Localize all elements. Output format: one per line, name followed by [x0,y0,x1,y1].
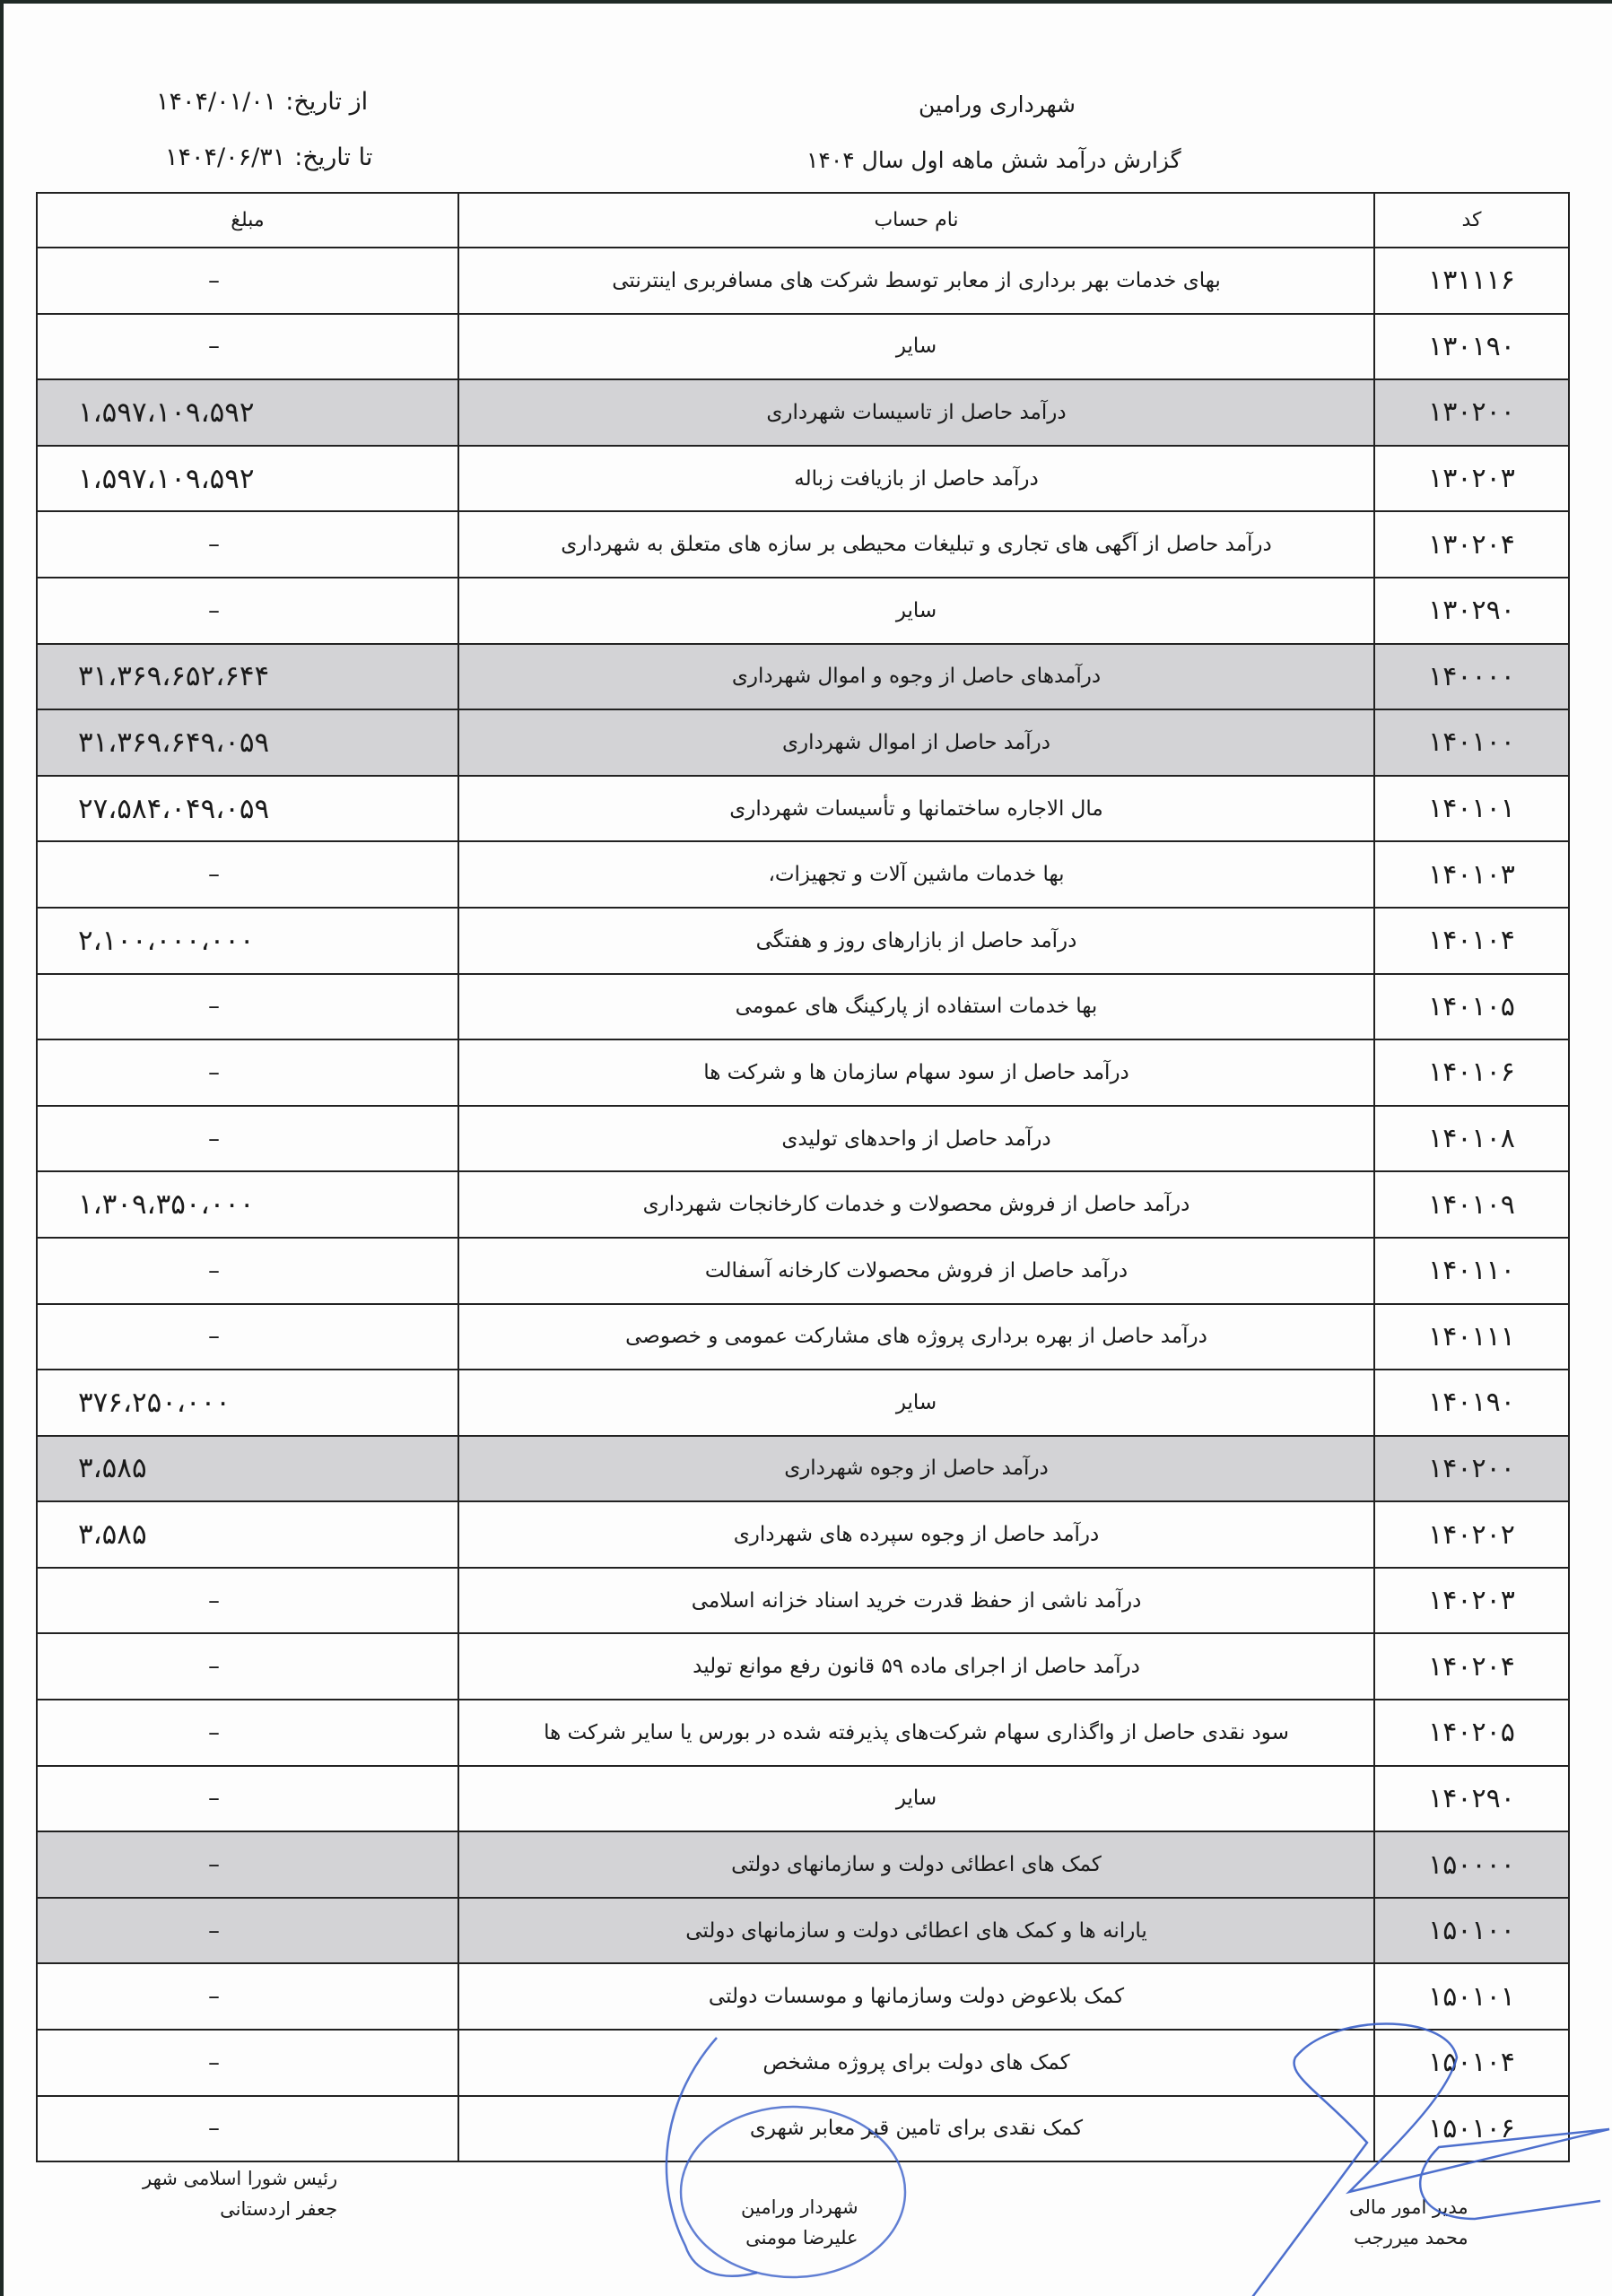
cell-code: ۱۵۰۱۰۶ [1374,2096,1569,2162]
cell-code: ۱۳۰۱۹۰ [1374,314,1569,380]
cell-account-name: یارانه ها و کمک های اعطائی دولت و سازمانهای دولتی [458,1898,1374,1964]
cell-amount: – [37,1898,458,1964]
income-report-table [36,192,1570,2162]
cell-amount: – [37,1106,458,1172]
report-title: گزارش درآمد شش ماهه اول سال ۱۴۰۴ [806,147,1181,173]
cell-account-name: سایر [458,1370,1374,1436]
cell-code: ۱۴۰۱۱۱ [1374,1304,1569,1370]
cell-amount: – [37,1633,458,1700]
cell-amount: – [37,314,458,380]
cell-account-name: درآمد حاصل از بهره برداری پروژه های مشارکت عمومی و خصوصی [458,1304,1374,1370]
date-to [165,144,372,171]
cell-code: ۱۳۰۲۰۰ [1374,379,1569,446]
table-row [37,776,1569,842]
cell-code: ۱۴۰۱۰۰ [1374,709,1569,776]
cell-account-name: درآمد حاصل از وجوه سپرده های شهرداری [458,1501,1374,1568]
table-row [37,1766,1569,1832]
table-row [37,908,1569,974]
signature-council-title: رئیس شورا اسلامی شهر [143,2168,338,2189]
cell-account-name: درآمد حاصل از وجوه شهرداری [458,1436,1374,1502]
cell-account-name: سایر [458,314,1374,380]
cell-amount: – [37,841,458,908]
cell-amount: ۲۷،۵۸۴،۰۴۹،۰۵۹ [37,776,458,842]
cell-account-name: بها خدمات استفاده از پارکینگ های عمومی [458,974,1374,1040]
table-row-subtotal [37,1436,1569,1502]
cell-amount: ۲،۱۰۰،۰۰۰،۰۰۰ [37,908,458,974]
cell-account-name: درآمد حاصل از اموال شهرداری [458,709,1374,776]
cell-account-name: درآمد حاصل از بازیافت زباله [458,446,1374,512]
cell-code: ۱۴۰۲۰۲ [1374,1501,1569,1568]
cell-code: ۱۴۰۱۹۰ [1374,1370,1569,1436]
signature-finance-title: مدیر امور مالی [1349,2196,1468,2218]
cell-account-name: سایر [458,1766,1374,1832]
cell-account-name: کمک نقدی برای تامین قیر معابر شهری [458,2096,1374,2162]
table-row [37,511,1569,578]
cell-amount: ۳،۵۸۵ [37,1436,458,1502]
cell-code: ۱۴۰۲۹۰ [1374,1766,1569,1832]
table-row [37,1106,1569,1172]
cell-account-name: درآمد ناشی از حفظ قدرت خرید اسناد خزانه اسلامی [458,1568,1374,1634]
table-body [37,248,1569,2161]
signature-mayor-name: علیرضا مومنی [745,2227,858,2248]
cell-amount: – [37,248,458,314]
table-row [37,841,1569,908]
cell-amount: – [37,1963,458,2030]
cell-code: ۱۴۰۱۰۱ [1374,776,1569,842]
cell-account-name: درآمد حاصل از آگهی های تجاری و تبلیغات محیطی بر سازه های متعلق به شهرداری [458,511,1374,578]
cell-amount: – [37,2030,458,2096]
table-row [37,446,1569,512]
table-row [37,578,1569,644]
cell-amount: – [37,2096,458,2162]
cell-code: ۱۵۰۰۰۰ [1374,1831,1569,1898]
column-header-amount: مبلغ [37,193,458,248]
cell-code: ۱۳۱۱۱۶ [1374,248,1569,314]
signature-finance-name: محمد میررجب [1354,2227,1468,2248]
cell-amount: – [37,511,458,578]
table-row [37,1568,1569,1634]
date-from-value: ۱۴۰۴/۰۱/۰۱ [156,88,277,116]
cell-code: ۱۵۰۱۰۱ [1374,1963,1569,2030]
cell-code: ۱۴۰۱۱۰ [1374,1238,1569,1304]
column-header-account-name: نام حساب [458,193,1374,248]
table-row [37,1370,1569,1436]
cell-amount: – [37,1766,458,1832]
cell-code: ۱۴۰۱۰۳ [1374,841,1569,908]
cell-account-name: درآمد حاصل از واحدهای تولیدی [458,1106,1374,1172]
cell-code: ۱۳۰۲۰۳ [1374,446,1569,512]
cell-account-name: درآمد حاصل از فروش محصولات و خدمات کارخانجات شهرداری [458,1171,1374,1238]
cell-amount: ۳،۵۸۵ [37,1501,458,1568]
cell-amount: ۳۱،۳۶۹،۶۵۲،۶۴۴ [37,644,458,710]
cell-code: ۱۴۰۱۰۵ [1374,974,1569,1040]
cell-code: ۱۴۰۱۰۶ [1374,1039,1569,1106]
cell-account-name: مال الاجاره ساختمانها و تأسیسات شهرداری [458,776,1374,842]
cell-account-name: درآمد حاصل از تاسیسات شهرداری [458,379,1374,446]
cell-account-name: بها خدمات ماشین آلات و تجهیزات، [458,841,1374,908]
date-to-value: ۱۴۰۴/۰۶/۳۱ [165,144,286,171]
cell-account-name: درآمد حاصل از اجرای ماده ۵۹ قانون رفع موانع تولید [458,1633,1374,1700]
table-row-subtotal [37,644,1569,710]
signature-council-name: جعفر اردستانی [220,2198,338,2220]
cell-amount: – [37,1039,458,1106]
table-row-subtotal [37,379,1569,446]
table-row [37,2096,1569,2162]
cell-account-name: سایر [458,578,1374,644]
cell-code: ۱۵۰۱۰۴ [1374,2030,1569,2096]
cell-code: ۱۴۰۰۰۰ [1374,644,1569,710]
table-row [37,1700,1569,1766]
cell-account-name: درآمد حاصل از سود سهام سازمان ها و شرکت ها [458,1039,1374,1106]
cell-amount: – [37,1700,458,1766]
date-from [156,88,368,116]
cell-amount: – [37,1238,458,1304]
cell-amount: – [37,578,458,644]
table-row [37,248,1569,314]
date-from-label: از تاریخ: [285,88,369,116]
cell-account-name: درآمد حاصل از فروش محصولات کارخانه آسفالت [458,1238,1374,1304]
cell-account-name: سود نقدی حاصل از واگذاری سهام شرکت‌های پذیرفته شده در بورس یا سایر شرکت ها [458,1700,1374,1766]
cell-code: ۱۴۰۲۰۴ [1374,1633,1569,1700]
organization-name: شهرداری ورامین [919,91,1076,117]
column-header-code: کد [1374,193,1569,248]
cell-code: ۱۴۰۱۰۹ [1374,1171,1569,1238]
cell-account-name: کمک های دولت برای پروژه مشخص [458,2030,1374,2096]
cell-amount: ۱،۳۰۹،۳۵۰،۰۰۰ [37,1171,458,1238]
cell-amount: – [37,1831,458,1898]
cell-amount: – [37,974,458,1040]
cell-code: ۱۴۰۱۰۸ [1374,1106,1569,1172]
table-row [37,1304,1569,1370]
cell-code: ۱۴۰۲۰۳ [1374,1568,1569,1634]
table-row-subtotal [37,709,1569,776]
signature-mayor [741,2192,858,2253]
signature-council [143,2163,337,2224]
cell-amount: ۳۱،۳۶۹،۶۴۹،۰۵۹ [37,709,458,776]
document-page [4,4,1612,2296]
cell-code: ۱۴۰۲۰۰ [1374,1436,1569,1502]
table-row [37,1238,1569,1304]
cell-amount: ۱،۵۹۷،۱۰۹،۵۹۲ [37,379,458,446]
cell-code: ۱۴۰۱۰۴ [1374,908,1569,974]
cell-code: ۱۴۰۲۰۵ [1374,1700,1569,1766]
table-row-subtotal [37,1831,1569,1898]
cell-account-name: درآمد حاصل از بازارهای روز و هفتگی [458,908,1374,974]
table-row [37,314,1569,380]
cell-code: ۱۳۰۲۰۴ [1374,511,1569,578]
table-row [37,2030,1569,2096]
table-row [37,1039,1569,1106]
cell-amount: ۳۷۶،۲۵۰،۰۰۰ [37,1370,458,1436]
table-row [37,1501,1569,1568]
table-row [37,974,1569,1040]
date-to-label: تا تاریخ: [294,144,373,171]
table-header-row [37,193,1569,248]
table-row [37,1963,1569,2030]
cell-amount: ۱،۵۹۷،۱۰۹،۵۹۲ [37,446,458,512]
cell-account-name: کمک بلاعوض دولت وسازمانها و موسسات دولتی [458,1963,1374,2030]
table-row [37,1171,1569,1238]
table-row [37,1633,1569,1700]
cell-code: ۱۳۰۲۹۰ [1374,578,1569,644]
cell-account-name: بهای خدمات بهر برداری از معابر توسط شرکت های مسافربری اینترنتی [458,248,1374,314]
signature-finance [1349,2192,1468,2253]
cell-account-name: درآمدهای حاصل از وجوه و اموال شهرداری [458,644,1374,710]
signature-mayor-title: شهردار ورامین [741,2196,858,2218]
table-row-subtotal [37,1898,1569,1964]
cell-amount: – [37,1568,458,1634]
cell-account-name: کمک های اعطائی دولت و سازمانهای دولتی [458,1831,1374,1898]
cell-code: ۱۵۰۱۰۰ [1374,1898,1569,1964]
cell-amount: – [37,1304,458,1370]
